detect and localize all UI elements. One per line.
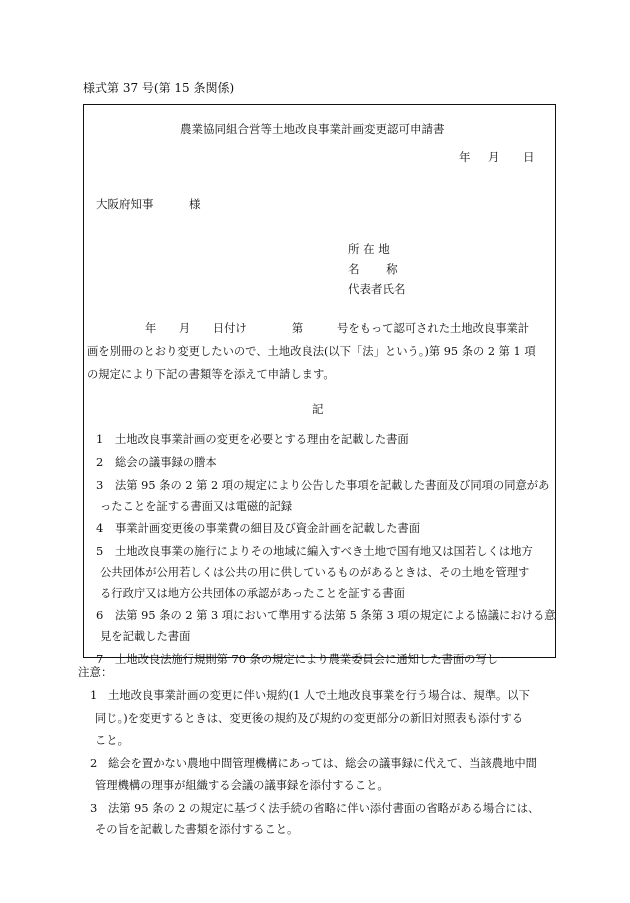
attachment-item-number: 7 xyxy=(96,652,104,666)
attachment-item-number: 3 xyxy=(96,478,104,492)
attachment-item-number: 4 xyxy=(96,521,104,535)
addressee-honorific: 様 xyxy=(189,197,201,211)
applicant-representative-label: 代表者氏名 xyxy=(348,282,406,296)
note-item-text: 法第 95 条の 2 の規定に基づく法手続の省略に伴い添付書面の省略がある場合には、 xyxy=(108,802,540,815)
attachment-item-text: 公共団体が公用若しくは公共の用に供しているものがあるときは、その土地を管理す xyxy=(100,566,530,579)
note-item-text: こと。 xyxy=(95,734,129,747)
note-item-text: その旨を記載した書類を添付すること。 xyxy=(95,823,299,836)
addressee-name: 大阪府知事 xyxy=(96,197,154,211)
attachment-item-text: 事業計画変更後の事業費の細目及び資金計画を記載した書面 xyxy=(115,522,421,535)
attachment-item-text: る行政庁又は地方公共団体の承認があったことを証する書面 xyxy=(100,587,405,600)
notes-label: 注意： xyxy=(78,665,113,679)
attachment-item-number: 6 xyxy=(96,608,104,622)
note-item-text: 総会を置かない農地中間管理機構にあっては、総会の議事録に代えて、当該農地中間 xyxy=(108,757,537,770)
note-item-number: 2 xyxy=(90,756,98,770)
attachment-item-text: 法第 95 条の 2 第 2 項の規定により公告した事項を記載した書面及び同項の同意があ xyxy=(115,479,550,492)
attachment-item-text: 見を記載した書面 xyxy=(100,630,191,643)
date-month-label: 月 xyxy=(488,150,500,164)
ki-label: 記 xyxy=(312,402,324,416)
attachment-item-text: 土地改良事業計画の変更を必要とする理由を記載した書面 xyxy=(115,433,409,446)
applicant-address-label: 所 在 地 xyxy=(348,242,390,256)
note-item-number: 1 xyxy=(90,688,98,702)
attachment-item-text: 法第 95 条の 2 第 3 項において準用する法第 5 条第 3 項の規定による協議における意 xyxy=(115,609,556,622)
form-title: 農業協同組合営等土地改良事業計画変更認可申請書 xyxy=(180,122,445,136)
body-line-2: 画を別冊のとおり変更したいので、土地改良法(以下「法」という。)第 95 条の 2 第 1 項 xyxy=(87,345,536,358)
applicant-name-label: 名 称 xyxy=(348,262,398,276)
note-item-text: 同じ。)を変更するときは、変更後の規約及び規約の変更部分の新旧対照表も添付する xyxy=(95,712,524,725)
date-year-label: 年 xyxy=(459,150,471,164)
form-number-label: 様式第 37 号(第 15 条関係) xyxy=(83,81,235,95)
note-item-text: 土地改良事業計画の変更に伴い規約(1 人で土地改良事業を行う場合は、規準。以下 xyxy=(108,689,530,702)
attachment-item-number: 1 xyxy=(96,432,104,446)
attachment-item-text: ったことを証する書面又は電磁的記録 xyxy=(100,500,293,513)
attachment-item-text: 土地改良法施行規則第 70 条の規定により農業委員会に通知した書面の写し xyxy=(115,653,499,666)
body-line-1: 年 月 日付け 第 号をもって認可された土地改良事業計 xyxy=(145,322,530,335)
date-day-label: 日 xyxy=(523,150,535,164)
attachment-item-number: 5 xyxy=(96,544,104,558)
note-item-number: 3 xyxy=(90,801,98,815)
attachment-item-text: 総会の議事録の謄本 xyxy=(115,456,217,469)
note-item-text: 管理機構の理事が組織する会議の議事録を添付すること。 xyxy=(95,779,389,792)
body-line-3: の規定により下記の書類等を添えて申請します。 xyxy=(87,368,335,381)
attachment-item-number: 2 xyxy=(96,455,104,469)
attachment-item-text: 土地改良事業の施行によりその地域に編入すべき土地で国有地又は国若しくは地方 xyxy=(115,545,533,558)
